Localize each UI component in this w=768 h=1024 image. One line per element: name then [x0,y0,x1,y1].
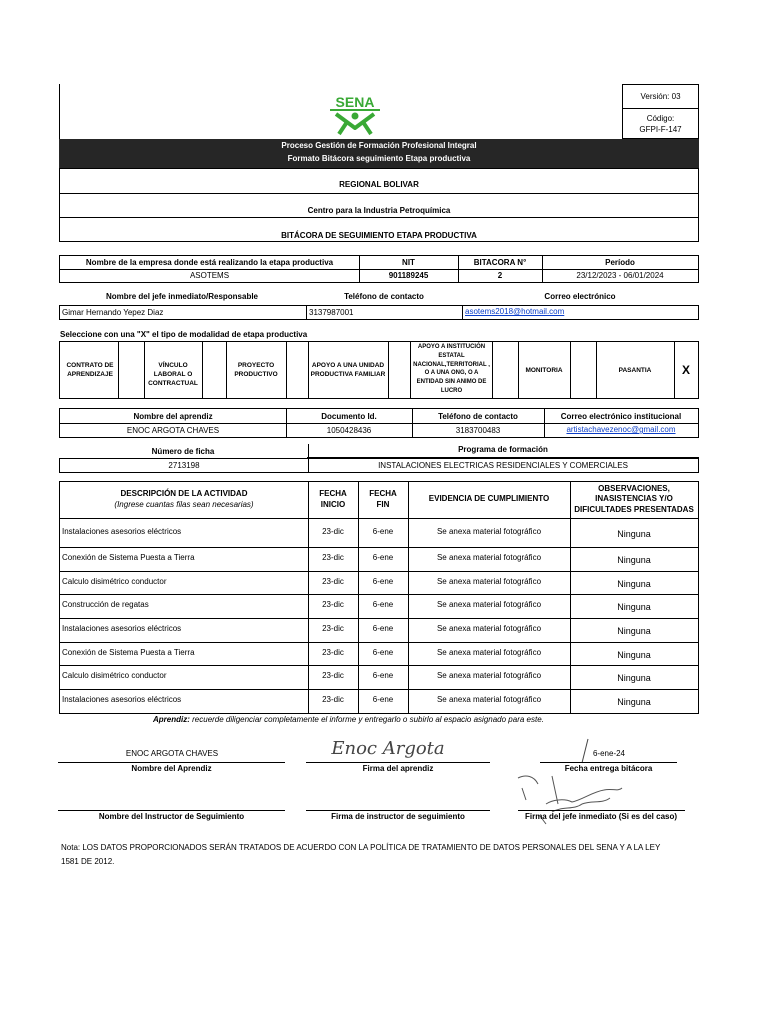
regional-row [59,168,699,194]
nit-value: 901189245 [388,271,429,280]
activity-description: Conexión de Sistema Puesta a Tierra [62,553,195,562]
boss-signature-caption: Firma del jefe inmediato (Si es del caso) [524,812,678,821]
version-box [622,84,699,139]
boss-email-link[interactable]: asotems2018@hotmail.com [465,307,565,316]
company-name-label: Nombre de la empresa donde está realizando la etapa productiva [85,258,334,267]
activity-evidence: Se anexa material fotográfico [436,648,542,657]
header-band [59,139,699,168]
table-row [60,665,698,689]
table-row [60,518,698,547]
document-label: Documento Id. [321,412,377,421]
regional-label: REGIONAL BOLIVAR [339,180,419,189]
version-label: Versión: 03 [640,92,681,101]
center-row [59,193,699,218]
header-left-border [59,84,60,140]
activity-observations: Ninguna [617,673,651,683]
delivery-date: 6-ene-24 [592,749,626,758]
ficha-value: 2713198 [168,461,200,470]
activity-start-date: 23-dic [322,577,344,586]
period-value: 23/12/2023 - 06/01/2024 [576,271,664,280]
col-description-note: (Ingrese cuantas filas sean necesarias) [114,500,254,509]
activity-evidence: Se anexa material fotográfico [436,553,542,562]
apprentice-signature-caption: Firma del aprendiz [362,764,434,773]
process-title: Proceso Gestión de Formación Profesional Integral [281,141,477,150]
privacy-note-line2: 1581 DE 2012. [61,857,115,866]
modality-option-label: PROYECTO PRODUCTIVO [234,362,278,378]
ficha-label: Número de ficha [151,447,215,456]
table-row [60,689,698,713]
activity-start-date: 23-dic [322,648,344,657]
table-row [60,571,698,594]
col-end-header: FECHA [369,489,397,498]
activity-evidence: Se anexa material fotográfico [436,577,542,586]
activity-observations: Ninguna [617,650,651,660]
activity-end-date: 6-ene [372,624,394,633]
document-title: BITÁCORA DE SEGUIMIENTO ETAPA PRODUCTIVA [281,231,477,240]
apprentice-phone: 3183700483 [455,426,501,435]
nit-label: NIT [402,258,415,267]
activity-end-date: 6-ene [372,577,394,586]
col-observations-header: OBSERVACIONES, [598,484,670,493]
activity-evidence: Se anexa material fotográfico [436,671,542,680]
document-value: 1050428436 [326,426,372,435]
modality-option-label: PASANTIA [618,367,652,374]
modality-table [59,341,699,399]
bitacora-number: 2 [497,271,503,280]
modality-prompt: Seleccione con una "X" el tipo de modalidad de etapa productiva [60,330,308,339]
activity-description: Calculo disimétrico conductor [62,577,167,586]
activity-evidence: Se anexa material fotográfico [436,527,542,536]
activity-observations: Ninguna [617,602,651,612]
col-observations-header: INASISTENCIAS Y/O [595,494,673,503]
activity-evidence: Se anexa material fotográfico [436,624,542,633]
company-table [59,255,699,283]
boss-name: Gimar Hernando Yepez Diaz [62,308,164,317]
program-value: INSTALACIONES ELECTRICAS RESIDENCIALES Y COMERCIALES [378,461,628,470]
activity-start-date: 23-dic [322,624,344,633]
boss-label: Nombre del jefe inmediato/Responsable [105,292,259,301]
activity-evidence: Se anexa material fotográfico [436,600,542,609]
table-row [60,642,698,665]
apprentice-name-signature: ENOC ARGOTA CHAVES [125,749,219,758]
code-value: GFPI-F-147 [639,125,682,134]
delivery-date-caption: Fecha entrega bitácora [564,764,653,773]
delivery-date-scribble [580,738,590,764]
activity-observations: Ninguna [617,579,651,589]
instructor-name-caption: Nombre del Instructor de Seguimiento [98,812,245,821]
table-row [60,594,698,618]
activity-description: Construcción de regatas [62,600,149,609]
program-label: Programa de formación [458,445,548,454]
activity-end-date: 6-ene [372,671,394,680]
activity-evidence: Se anexa material fotográfico [436,695,542,704]
activity-start-date: 23-dic [322,671,344,680]
privacy-note-line1: Nota: LOS DATOS PROPORCIONADOS SERÁN TRATADOS DE ACUERDO CON LA POLÍTICA DE TRATAMIENTO DE DATOS PERSONALES DEL SENA Y A LA LEY [61,843,661,852]
reminder-bold: Aprendiz: [153,715,190,724]
apprentice-phone-label: Teléfono de contacto [438,412,518,421]
activity-description: Instalaciones asesorios eléctricos [62,624,182,633]
activity-end-date: 6-ene [372,527,394,536]
apprentice-email-link[interactable]: artistachavezenoc@gmail.com [566,425,676,434]
apprentice-name: ENOC ARGOTA CHAVES [126,426,220,435]
col-description-header: DESCRIPCIÓN DE LA ACTIVIDAD [120,489,248,498]
activity-observations: Ninguna [617,555,651,565]
sena-logo-icon [326,92,384,136]
col-end-header: FIN [376,500,390,509]
modality-option-label: MONITORIA [525,367,563,374]
table-row [60,618,698,642]
logo-wordmark: SENA [335,94,375,110]
boss-phone-label: Teléfono de contacto [344,292,424,301]
apprentice-name-label: Nombre del aprendiz [133,412,213,421]
col-observations-header: DIFICULTADES PRESENTADAS [574,505,694,514]
activity-observations: Ninguna [617,529,651,539]
bitacora-label: BITACORA N° [473,258,527,267]
sena-logo [326,92,384,136]
title-row [59,217,699,242]
activity-description: Conexión de Sistema Puesta a Tierra [62,648,195,657]
reminder-line [153,715,544,725]
modality-option-label: APOYO A UNA UNIDAD PRODUCTIVA FAMILIAR [310,362,386,378]
col-evidence-header: EVIDENCIA DE CUMPLIMIENTO [428,494,550,503]
activity-end-date: 6-ene [372,648,394,657]
col-start-header: INICIO [320,500,346,509]
apprentice-table [59,408,699,438]
apprentice-signature-scribble: Enoc Argota [331,738,445,759]
activity-start-date: 23-dic [322,695,344,704]
activity-end-date: 6-ene [372,695,394,704]
activities-table [59,481,699,714]
boss-phone: 3137987001 [309,308,354,317]
modality-checkbox-selected[interactable]: X [681,363,690,377]
center-label: Centro para la Industria Petroquímica [307,206,451,215]
company-name: ASOTEMS [189,271,230,280]
boss-email-label: Correo electrónico [544,292,616,301]
activity-start-date: 23-dic [322,527,344,536]
activity-description: Instalaciones asesorios eléctricos [62,695,182,704]
activity-end-date: 6-ene [372,553,394,562]
code-label: Código: [646,114,675,123]
instructor-signature-caption: Firma de instructor de seguimiento [331,812,465,821]
activity-start-date: 23-dic [322,553,344,562]
modality-option-label: VÍNCULO LABORAL O CONTRACTUAL [148,362,198,387]
activity-description: Calculo disimétrico conductor [62,671,167,680]
activity-start-date: 23-dic [322,600,344,609]
activity-observations: Ninguna [617,697,651,707]
institutional-email-label: Correo electrónico institucional [560,412,682,421]
modality-option-label: CONTRATO DE APRENDIZAJE [66,362,114,378]
table-row [60,547,698,571]
ficha-row [59,458,699,473]
period-label: Período [605,258,635,267]
activity-end-date: 6-ene [372,600,394,609]
boss-row [59,305,699,320]
reminder-text: recuerde diligenciar completamente el informe y entregarlo o subirlo al espacio asignado para este. [192,715,544,724]
format-title: Formato Bitácora seguimiento Etapa productiva [287,154,471,163]
apprentice-name-caption: Nombre del Aprendiz [131,764,212,773]
activity-observations: Ninguna [617,626,651,636]
activity-description: Instalaciones asesorios eléctricos [62,527,182,536]
col-start-header: FECHA [319,489,347,498]
modality-option-label: APOYO A INSTITUCIÓN ESTATAL NACIONAL,TERRITORIAL , O A UNA ONG, O A ENTIDAD SIN ANIMO DE LUCRO [413,344,490,394]
